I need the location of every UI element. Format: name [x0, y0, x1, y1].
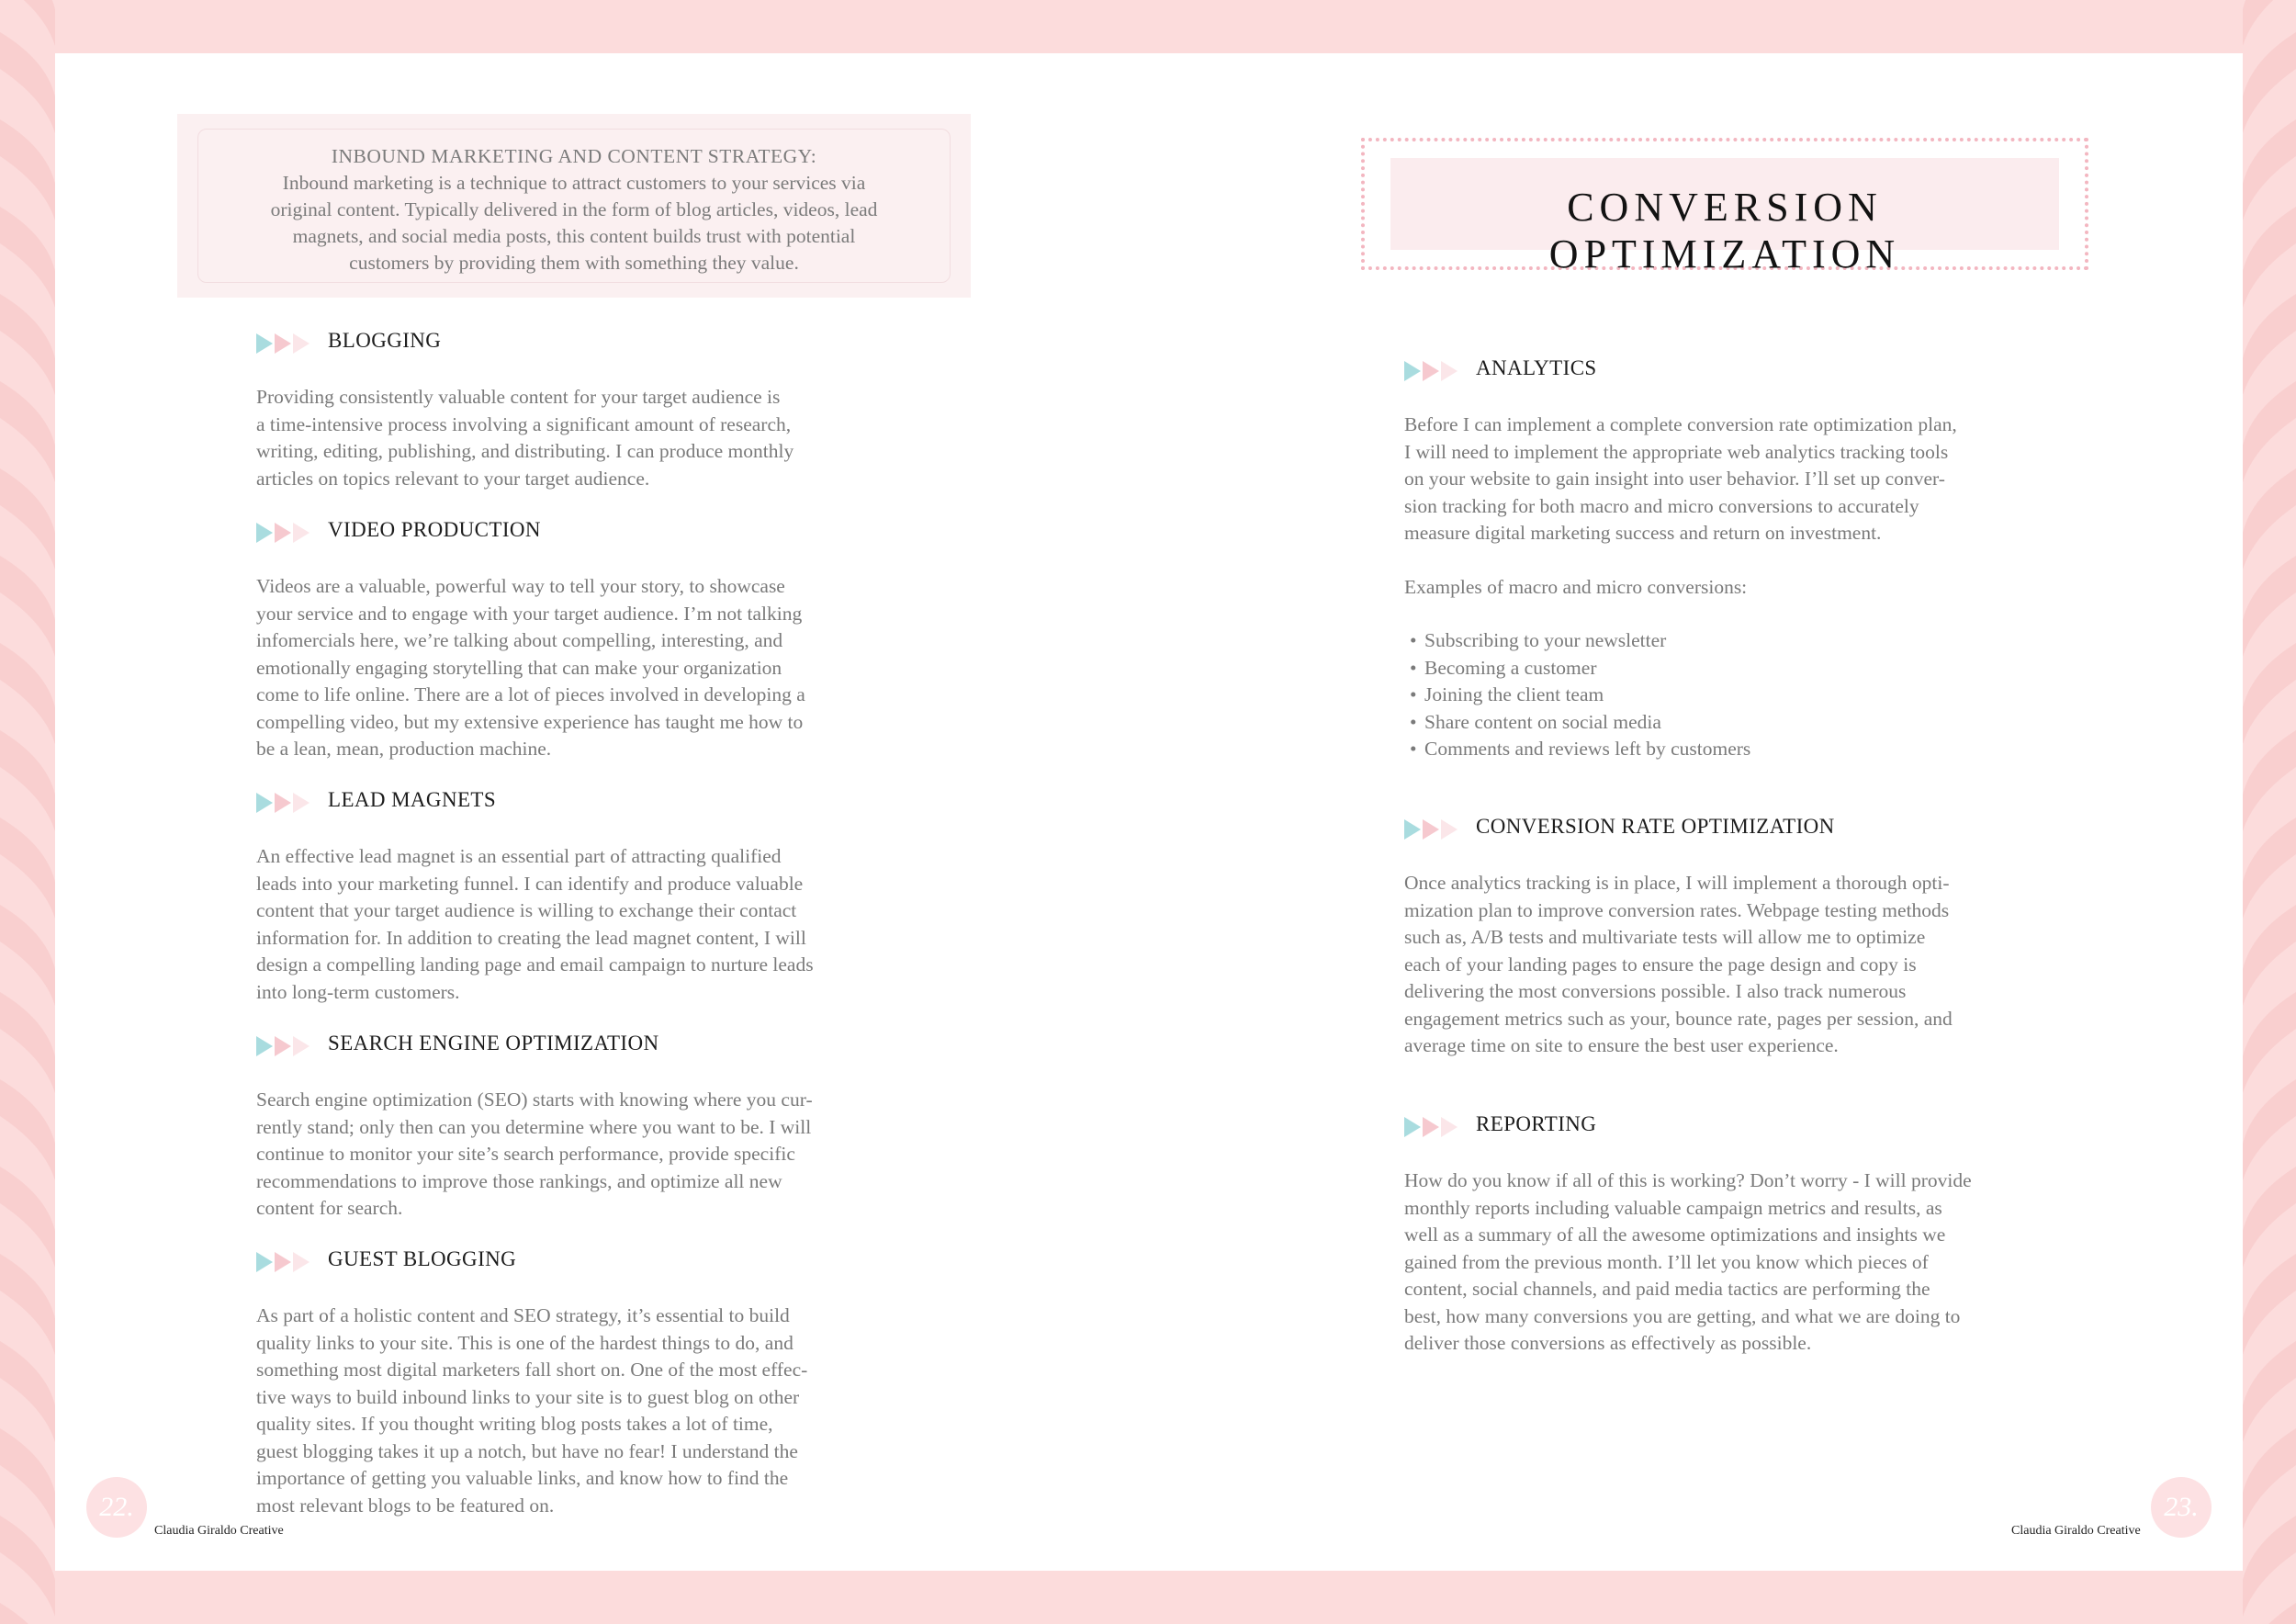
section-body: [256, 1087, 813, 1223]
body-line: best, how many conversions you are getting, and what we are doing to: [1404, 1304, 1961, 1327]
intro-title: INBOUND MARKETING AND CONTENT STRATEGY:: [331, 145, 817, 167]
list-item: • Subscribing to your newsletter: [1404, 627, 1957, 655]
body-line: tive ways to build inbound links to your site is to guest blog on other: [256, 1385, 800, 1408]
body-line: on your website to gain insight into user behavior. I’ll set up conver-: [1404, 468, 1945, 490]
section-heading: LEAD MAGNETS: [328, 788, 497, 811]
body-line: articles on topics relevant to your target audience.: [256, 467, 650, 490]
body-line: quality links to your site. This is one of the hardest things to do, and: [256, 1331, 793, 1354]
body-line: Providing consistently valuable content for your target audience is: [256, 386, 781, 408]
list-item: • Comments and reviews left by customers: [1404, 736, 1957, 763]
body-line: emotionally engaging storytelling that can make your organization: [256, 656, 782, 679]
body-line: engagement metrics such as your, bounce rate, pages per session, and: [1404, 1007, 1953, 1030]
section-heading-row: [1404, 1112, 1972, 1140]
section-heading-row: [1404, 356, 1957, 384]
body-line: each of your landing pages to ensure the page design and copy is: [1404, 953, 1917, 976]
body-line: importance of getting you valuable links, and know how to find the: [256, 1467, 789, 1489]
intro-line: Inbound marketing is a technique to attract customers to your services via: [282, 172, 866, 194]
body-line: infomercials here, we’re talking about compelling, interesting, and: [256, 629, 783, 651]
list-item: • Becoming a customer: [1404, 655, 1957, 682]
body-line: well as a summary of all the awesome optimizations and insights we: [1404, 1224, 1946, 1246]
body-line: Videos are a valuable, powerful way to tell your story, to showcase: [256, 575, 785, 597]
intro-line: customers by providing them with something they value.: [349, 252, 799, 274]
section-heading-row: [256, 788, 814, 816]
body-line: most relevant blogs to be featured on.: [256, 1494, 555, 1517]
body-line: gained from the previous month. I’ll let you know which pieces of: [1404, 1250, 1929, 1273]
body-line: compelling video, but my extensive experience has taught me how to: [256, 710, 804, 733]
intro-text: [214, 143, 934, 276]
page-number-left: 22.: [86, 1477, 147, 1538]
body-line: something most digital marketers fall short on. One of the most effec-: [256, 1359, 808, 1381]
body-line: recommendations to improve those rankings, and optimize all new: [256, 1169, 782, 1192]
body-line: guest blogging takes it up a notch, but have no fear! I understand the: [256, 1439, 798, 1462]
list-item: • Joining the client team: [1404, 682, 1957, 709]
section-heading: SEARCH ENGINE OPTIMIZATION: [328, 1032, 659, 1054]
section-heading: GUEST BLOGGING: [328, 1247, 517, 1270]
section-body: [256, 384, 793, 492]
body-line: a time-intensive process involving a significant amount of research,: [256, 412, 792, 435]
section-reporting: [1404, 1112, 1972, 1358]
body-line: your service and to engage with your target audience. I’m not talking: [256, 602, 803, 625]
body-line: deliver those conversions as effectively as possible.: [1404, 1332, 1812, 1354]
section-heading-row: [256, 518, 805, 546]
examples-intro: Examples of macro and micro conversions:: [1404, 575, 1748, 598]
section-seo: [256, 1032, 813, 1223]
section-body: [1404, 870, 1953, 1060]
triple-arrow-icon: [256, 523, 311, 543]
body-line: information for. In addition to creating the lead magnet content, I will: [256, 926, 806, 949]
body-line: delivering the most conversions possible. I also track numerous: [1404, 980, 1907, 1002]
section-heading: BLOGGING: [328, 329, 442, 352]
body-line: content for search.: [256, 1197, 403, 1219]
footer-credit-right: Claudia Giraldo Creative: [2011, 1524, 2141, 1538]
section-analytics: [1404, 356, 1957, 763]
body-line: content that your target audience is willing to exchange their contact: [256, 899, 797, 921]
body-line: be a lean, mean, production machine.: [256, 738, 552, 760]
body-line: Once analytics tracking is in place, I will implement a thorough opti-: [1404, 872, 1950, 894]
body-line: writing, editing, publishing, and distributing. I can produce monthly: [256, 440, 794, 462]
body-line: average time on site to ensure the best user experience.: [1404, 1034, 1839, 1056]
section-body: [1404, 412, 1957, 547]
body-line: mization plan to improve conversion rates. Webpage testing methods: [1404, 898, 1950, 921]
section-guest-blogging: [256, 1247, 807, 1519]
triple-arrow-icon: [256, 1036, 311, 1056]
intro-line: original content. Typically delivered in the form of blog articles, videos, lead: [270, 198, 878, 220]
body-line: sion tracking for both macro and micro conversions to accurately: [1404, 494, 1919, 517]
body-line: leads into your marketing funnel. I can identify and produce valuable: [256, 872, 804, 895]
section-heading: REPORTING: [1476, 1112, 1597, 1135]
body-line: monthly reports including valuable campaign metrics and results, as: [1404, 1196, 1942, 1219]
intro-box: [177, 114, 971, 298]
section-heading: ANALYTICS: [1476, 356, 1597, 379]
body-line: come to life online. There are a lot of pieces involved in developing a: [256, 683, 805, 705]
intro-line: magnets, and social media posts, this content builds trust with potential: [292, 225, 856, 247]
list-item: • Share content on social media: [1404, 709, 1957, 737]
section-heading-row: [256, 1247, 807, 1275]
body-line: continue to monitor your site’s search performance, provide specific: [256, 1143, 795, 1165]
section-conversion-rate-optimization: [1404, 815, 1953, 1060]
body-line: As part of a holistic content and SEO strategy, it’s essential to build: [256, 1304, 790, 1326]
triple-arrow-icon: [1404, 819, 1459, 840]
section-heading-row: [256, 1032, 813, 1059]
triple-arrow-icon: [1404, 361, 1459, 381]
body-line: How do you know if all of this is working? Don’t worry - I will provide: [1404, 1169, 1972, 1191]
section-body: [256, 573, 805, 763]
title-frame: [1361, 138, 2088, 276]
body-line: An effective lead magnet is an essential part of attracting qualified: [256, 845, 782, 867]
conversion-examples-list: [1404, 627, 1957, 763]
page-title: CONVERSION OPTIMIZATION: [1548, 185, 1901, 276]
body-line: Search engine optimization (SEO) starts with knowing where you cur-: [256, 1088, 813, 1111]
section-lead-magnets: [256, 788, 814, 1006]
body-line: rently stand; only then can you determine where you want to be. I will: [256, 1115, 812, 1138]
section-blogging: [256, 329, 793, 492]
page-number-right: 23.: [2151, 1477, 2212, 1538]
body-line: design a compelling landing page and email campaign to nurture leads: [256, 953, 814, 976]
section-heading: CONVERSION RATE OPTIMIZATION: [1476, 815, 1835, 838]
body-line: I will need to implement the appropriate web analytics tracking tools: [1404, 440, 1949, 463]
body-line: quality sites. If you thought writing blog posts takes a lot of time,: [256, 1413, 773, 1435]
section-body: [256, 843, 814, 1006]
section-body: [1404, 1167, 1972, 1358]
body-line: such as, A/B tests and multivariate tests will allow me to optimize: [1404, 926, 1926, 948]
footer-credit-left: Claudia Giraldo Creative: [154, 1524, 284, 1538]
body-line: Before I can implement a complete conversion rate optimization plan,: [1404, 413, 1957, 435]
body-line: content, social channels, and paid media tactics are performing the: [1404, 1278, 1930, 1300]
section-heading-row: [256, 329, 793, 356]
triple-arrow-icon: [256, 333, 311, 354]
section-heading: VIDEO PRODUCTION: [328, 518, 541, 541]
body-line: measure digital marketing success and return on investment.: [1404, 522, 1882, 544]
title-fill: [1390, 158, 2059, 276]
section-body: [256, 1303, 807, 1519]
triple-arrow-icon: [256, 793, 311, 813]
section-video-production: [256, 518, 805, 763]
body-line: into long-term customers.: [256, 980, 460, 1003]
triple-arrow-icon: [256, 1252, 311, 1272]
triple-arrow-icon: [1404, 1117, 1459, 1137]
section-heading-row: [1404, 815, 1953, 842]
